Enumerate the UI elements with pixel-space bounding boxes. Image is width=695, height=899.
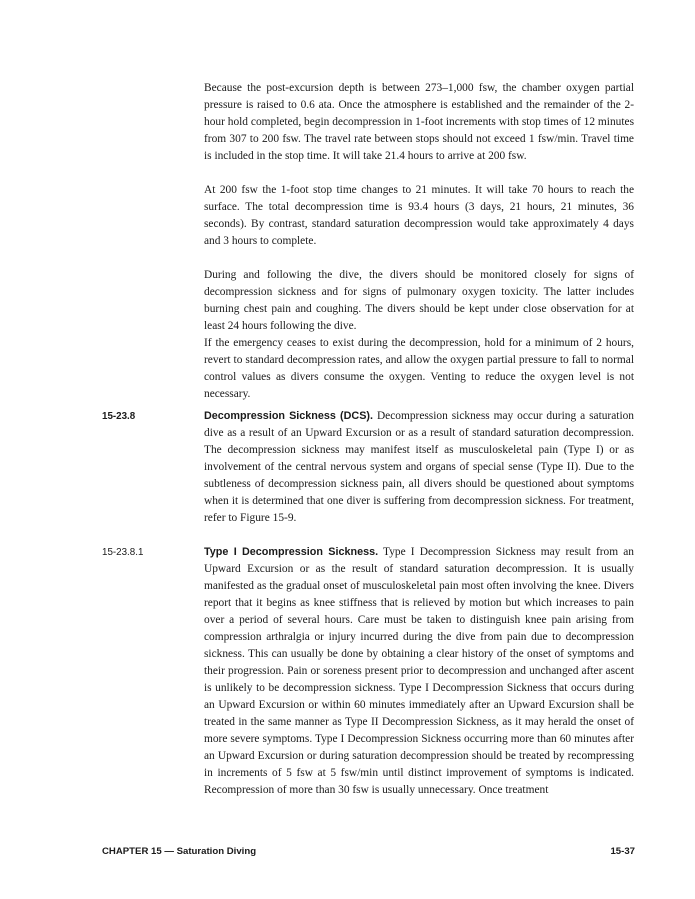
section-title-dcs: Decompression Sickness (DCS).: [204, 410, 373, 422]
paragraph-stop-time-change: At 200 fsw the 1-foot stop time changes to 21 minutes. It will take 70 hours to reach the surface. The total decompression time is 93.4 hours (3 days, 21 hours, 21 minutes, 36 seconds). By contrast, standard saturation decompression would take approximately 4 days and 3 hours to complete.: [204, 184, 634, 247]
section-type-i-dcs: [204, 544, 634, 799]
section-decompression-sickness: [204, 408, 634, 527]
section-number-15-23-8: 15-23.8: [102, 411, 136, 422]
section-text-type-i: Type I Decompression Sickness may result from an Upward Excursion or as the result of standard saturation decompression. It is usually manifested as the gradual onset of musculoskeletal pain most often involving the knee. Divers report that it begins as knee stiffness that is relieved by motion but which increases to pain over a period of several hours. Care must be taken to distinguish knee pain arising from compression arthralgia or injury incurred during the dive from pain due to decompression sickness. This can usually be done by obtaining a clear history of the onset of symptoms and their progression. Pain or soreness present prior to decompression and unchanged after ascent is unlikely to be decompression sickness. Type I Decompression Sickness that occurs during an Upward Excursion or within 60 minutes immediately after an Upward Excursion shall be treated in the same manner as Type II Decompression Sickness, as it may herald the onset of more severe symptoms. Type I Decompression Sickness occurring more than 60 minutes after an Upward Excursion or during saturation decompression should be treated by recompressing in increments of 5 fsw at 5 fsw/min until distinct improvement of symptoms is indicated. Recompression of more than 30 fsw is usually unnecessary. Once treatment: [204, 546, 634, 796]
footer-chapter-title: CHAPTER 15 — Saturation Diving: [102, 846, 257, 857]
paragraph-monitoring: During and following the dive, the divers should be monitored closely for signs of decompression sickness and for signs of pulmonary oxygen toxicity. The latter includes burning chest pain and coughing. The divers should be kept under close observation for at least 24 hours following the dive.: [204, 269, 634, 332]
paragraph-post-excursion-depth: Because the post-excursion depth is between 273–1,000 fsw, the chamber oxygen partial pressure is raised to 0.6 ata. Once the atmosphere is established and the remainder of the 2-hour hold completed, begin decompression in 1-foot increments with stop times of 12 minutes from 307 to 200 fsw. The travel rate between stops should not exceed 1 fsw/min. Travel time is included in the stop time. It will take 21.4 hours to arrive at 200 fsw.: [204, 82, 634, 162]
footer-page-number: 15-37: [610, 846, 635, 857]
section-number-15-23-8-1: 15-23.8.1: [102, 547, 144, 558]
paragraph-emergency-ceases: If the emergency ceases to exist during the decompression, hold for a minimum of 2 hours, revert to standard decompression rates, and allow the oxygen partial pressure to fall to normal control values as divers consume the oxygen. Venting to reduce the oxygen level is not necessary.: [204, 337, 634, 400]
section-text-dcs: Decompression sickness may occur during a saturation dive as a result of an Upward Excursion or as a result of standard saturation decompression. The decompression sickness may manifest itself as musculoskeletal pain (Type I) or as involvement of the central nervous system and organs of special sense (Type II). Due to the subtleness of decompression sickness pain, all divers should be questioned about symptoms when it is determined that one diver is suffering from decompression sickness. For treatment, refer to Figure 15-9.: [204, 410, 634, 524]
section-title-type-i: Type I Decompression Sickness.: [204, 546, 379, 558]
